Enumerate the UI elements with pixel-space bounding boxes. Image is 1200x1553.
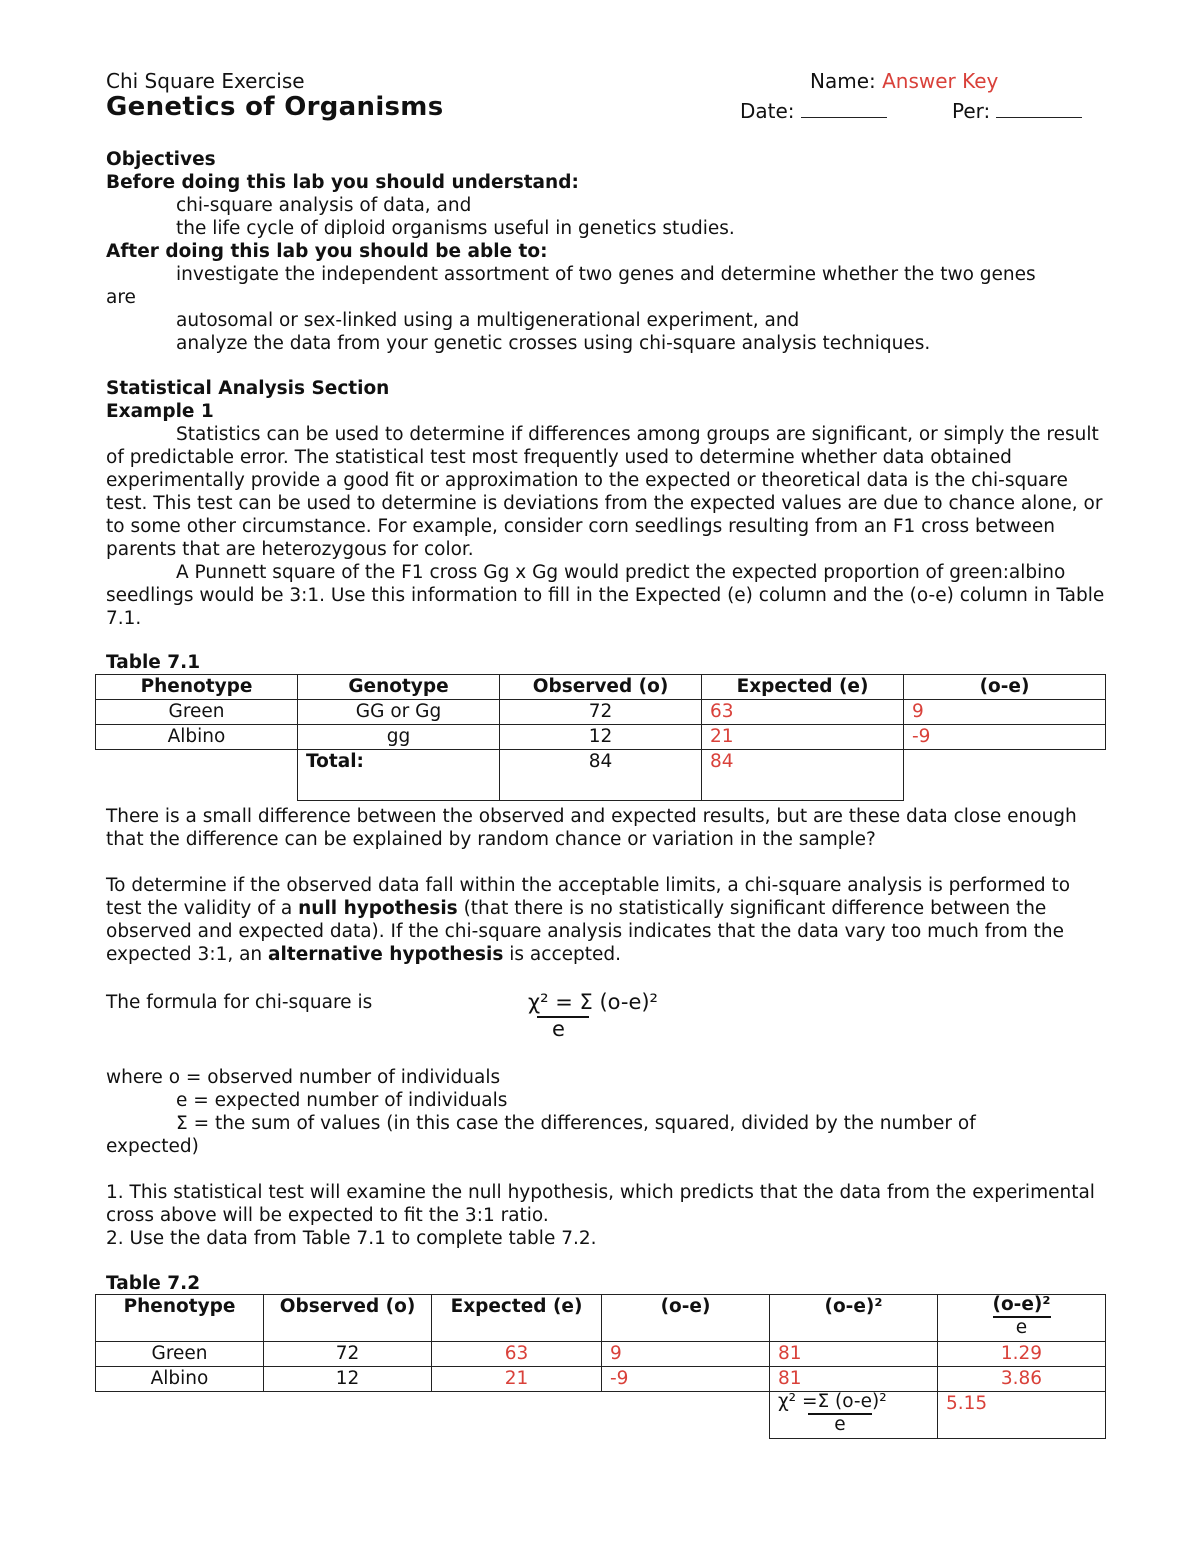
total-observed: 84 — [500, 750, 702, 801]
fraction-numerator: (o-e)² — [992, 1294, 1051, 1315]
cell-observed: 72 — [500, 700, 702, 725]
instruction-2: 2. Use the data from Table 7.1 to complete table 7.2. — [106, 1228, 597, 1249]
definition-o: where o = observed number of individuals — [106, 1067, 501, 1088]
term-alternative-hypothesis: alternative hypothesis — [268, 944, 504, 965]
before-item: the life cycle of diploid organisms useful in genetics studies. — [176, 218, 735, 239]
after-item-wrap: are — [106, 287, 136, 308]
cell-difference-squared: 81 — [770, 1342, 938, 1367]
paragraph-punnett: A Punnett square of the F1 cross Gg x Gg would predict the expected proportion of green:albino seedlings would be 3:1. Use this information to fill in the Expected (e) column and the (o-e) column in Table 7.1. — [106, 562, 1105, 629]
per-label: Per: — [952, 99, 991, 123]
column-header: Genotype — [298, 675, 500, 700]
table-row — [96, 700, 1106, 725]
text-span: (that there is no statistically significant difference between the observed and expected data). If the chi-square analysis indicates that the data vary too much from the expected 3:1, an — [106, 898, 1064, 965]
total-label: Total: — [298, 750, 500, 801]
column-header: (o-e) — [904, 675, 1106, 700]
paragraph-hypothesis — [106, 874, 1106, 966]
cell-expected: 63 — [702, 700, 904, 725]
empty-cell — [96, 750, 298, 801]
chi-square-label — [770, 1392, 938, 1439]
per-field — [952, 100, 1082, 123]
date-field — [740, 100, 887, 123]
table-row — [96, 725, 1106, 750]
cell-phenotype: Albino — [96, 725, 298, 750]
cell-difference: -9 — [602, 1367, 770, 1392]
definition-sigma-wrap: expected) — [106, 1136, 199, 1157]
chi-square-formula — [528, 989, 658, 1015]
empty-cell — [904, 750, 1106, 801]
cell-difference: 9 — [602, 1342, 770, 1367]
table-row — [96, 1342, 1106, 1367]
after-item: autosomal or sex-linked using a multigenerational experiment, and — [176, 310, 800, 331]
formula-intro: The formula for chi-square is — [106, 992, 373, 1013]
after-item: investigate the independent assortment of two genes and determine whether the two genes — [176, 264, 1036, 285]
cell-expected: 21 — [702, 725, 904, 750]
cell-difference: 9 — [904, 700, 1106, 725]
column-header: Expected (e) — [432, 1295, 602, 1342]
total-expected: 84 — [702, 750, 904, 801]
column-header: Expected (e) — [702, 675, 904, 700]
paragraph-difference: There is a small difference between the observed and expected results, but are these data close enough that the difference can be explained by random chance or variation in the sample? — [106, 806, 1077, 850]
column-header: Phenotype — [96, 675, 298, 700]
empty-cell — [432, 1392, 602, 1439]
cell-chi-term: 3.86 — [938, 1367, 1106, 1392]
column-header: Observed (o) — [500, 675, 702, 700]
formula-denominator: e — [552, 1017, 565, 1041]
cell-difference-squared: 81 — [770, 1367, 938, 1392]
objectives-heading: Objectives — [106, 149, 216, 170]
column-header: (o-e) — [602, 1295, 770, 1342]
date-blank — [801, 101, 887, 118]
example-heading: Example 1 — [106, 401, 214, 422]
term-null-hypothesis: null hypothesis — [298, 898, 458, 919]
cell-genotype: GG or Gg — [298, 700, 500, 725]
cell-expected: 63 — [432, 1342, 602, 1367]
table-7-2 — [95, 1294, 1106, 1439]
table-7-1 — [95, 674, 1106, 801]
table-row — [96, 1367, 1106, 1392]
after-item: analyze the data from your genetic crosses using chi-square analysis techniques. — [176, 333, 931, 354]
empty-cell — [96, 1392, 264, 1439]
table2-caption: Table 7.2 — [106, 1273, 201, 1294]
before-item: chi-square analysis of data, and — [176, 195, 472, 216]
paragraph-statistics: Statistics can be used to determine if differences among groups are significant, or simply the result of predictable error. The statistical test most frequently used to determine whether data obtained experimentally provide a good fit or approximation to the expected or theoretical data is the chi-square test. This test can be used to determine is deviations from the expected values are due to chance alone, or to some other circumstance. For example, consider corn seedlings resulting from an F1 cross between parents that are heterozygous for color. — [106, 424, 1103, 560]
table-chi-row — [96, 1392, 1106, 1439]
column-header: Observed (o) — [264, 1295, 432, 1342]
empty-cell — [264, 1392, 432, 1439]
cell-difference: -9 — [904, 725, 1106, 750]
cell-phenotype: Albino — [96, 1367, 264, 1392]
date-label: Date: — [740, 99, 795, 123]
cell-phenotype: Green — [96, 700, 298, 725]
table-total-row — [96, 750, 1106, 801]
column-header: (o-e)² — [770, 1295, 938, 1342]
definition-sigma: Σ = the sum of values (in this case the differences, squared, divided by the number of — [176, 1113, 976, 1134]
page-title: Genetics of Organisms — [106, 92, 444, 122]
chi-label-numerator: χ² =Σ (o-e)² — [778, 1391, 887, 1412]
chi-label-denominator: e — [808, 1413, 872, 1435]
name-field — [810, 70, 998, 93]
chi-square-value: 5.15 — [938, 1392, 1106, 1439]
before-heading: Before doing this lab you should understand: — [106, 172, 579, 193]
fraction-denominator: e — [993, 1316, 1051, 1338]
instruction-1: 1. This statistical test will examine the null hypothesis, which predicts that the data from the experimental cross above will be expected to fit the 3:1 ratio. — [106, 1182, 1095, 1226]
empty-cell — [602, 1392, 770, 1439]
cell-expected: 21 — [432, 1367, 602, 1392]
text-span: is accepted. — [503, 944, 621, 965]
cell-observed: 72 — [264, 1342, 432, 1367]
cell-observed: 12 — [264, 1367, 432, 1392]
name-label: Name: — [810, 69, 876, 93]
table-header-row — [96, 675, 1106, 700]
name-value: Answer Key — [882, 69, 999, 93]
column-header-fraction — [938, 1295, 1106, 1342]
formula-numerator: χ² = Σ (o-e)² — [528, 990, 658, 1014]
section-heading: Statistical Analysis Section — [106, 378, 390, 399]
after-heading: After doing this lab you should be able to: — [106, 241, 548, 262]
worksheet-kicker: Chi Square Exercise — [106, 69, 305, 93]
per-blank — [996, 101, 1082, 118]
cell-phenotype: Green — [96, 1342, 264, 1367]
text-span: To determine if the observed data fall within the acceptable limits, a chi-square analysis is performed to test the validity of a — [106, 875, 1071, 919]
definition-e: e = expected number of individuals — [176, 1090, 508, 1111]
column-header: Phenotype — [96, 1295, 264, 1342]
table1-caption: Table 7.1 — [106, 652, 201, 673]
cell-genotype: gg — [298, 725, 500, 750]
cell-observed: 12 — [500, 725, 702, 750]
cell-chi-term: 1.29 — [938, 1342, 1106, 1367]
table-header-row — [96, 1295, 1106, 1342]
